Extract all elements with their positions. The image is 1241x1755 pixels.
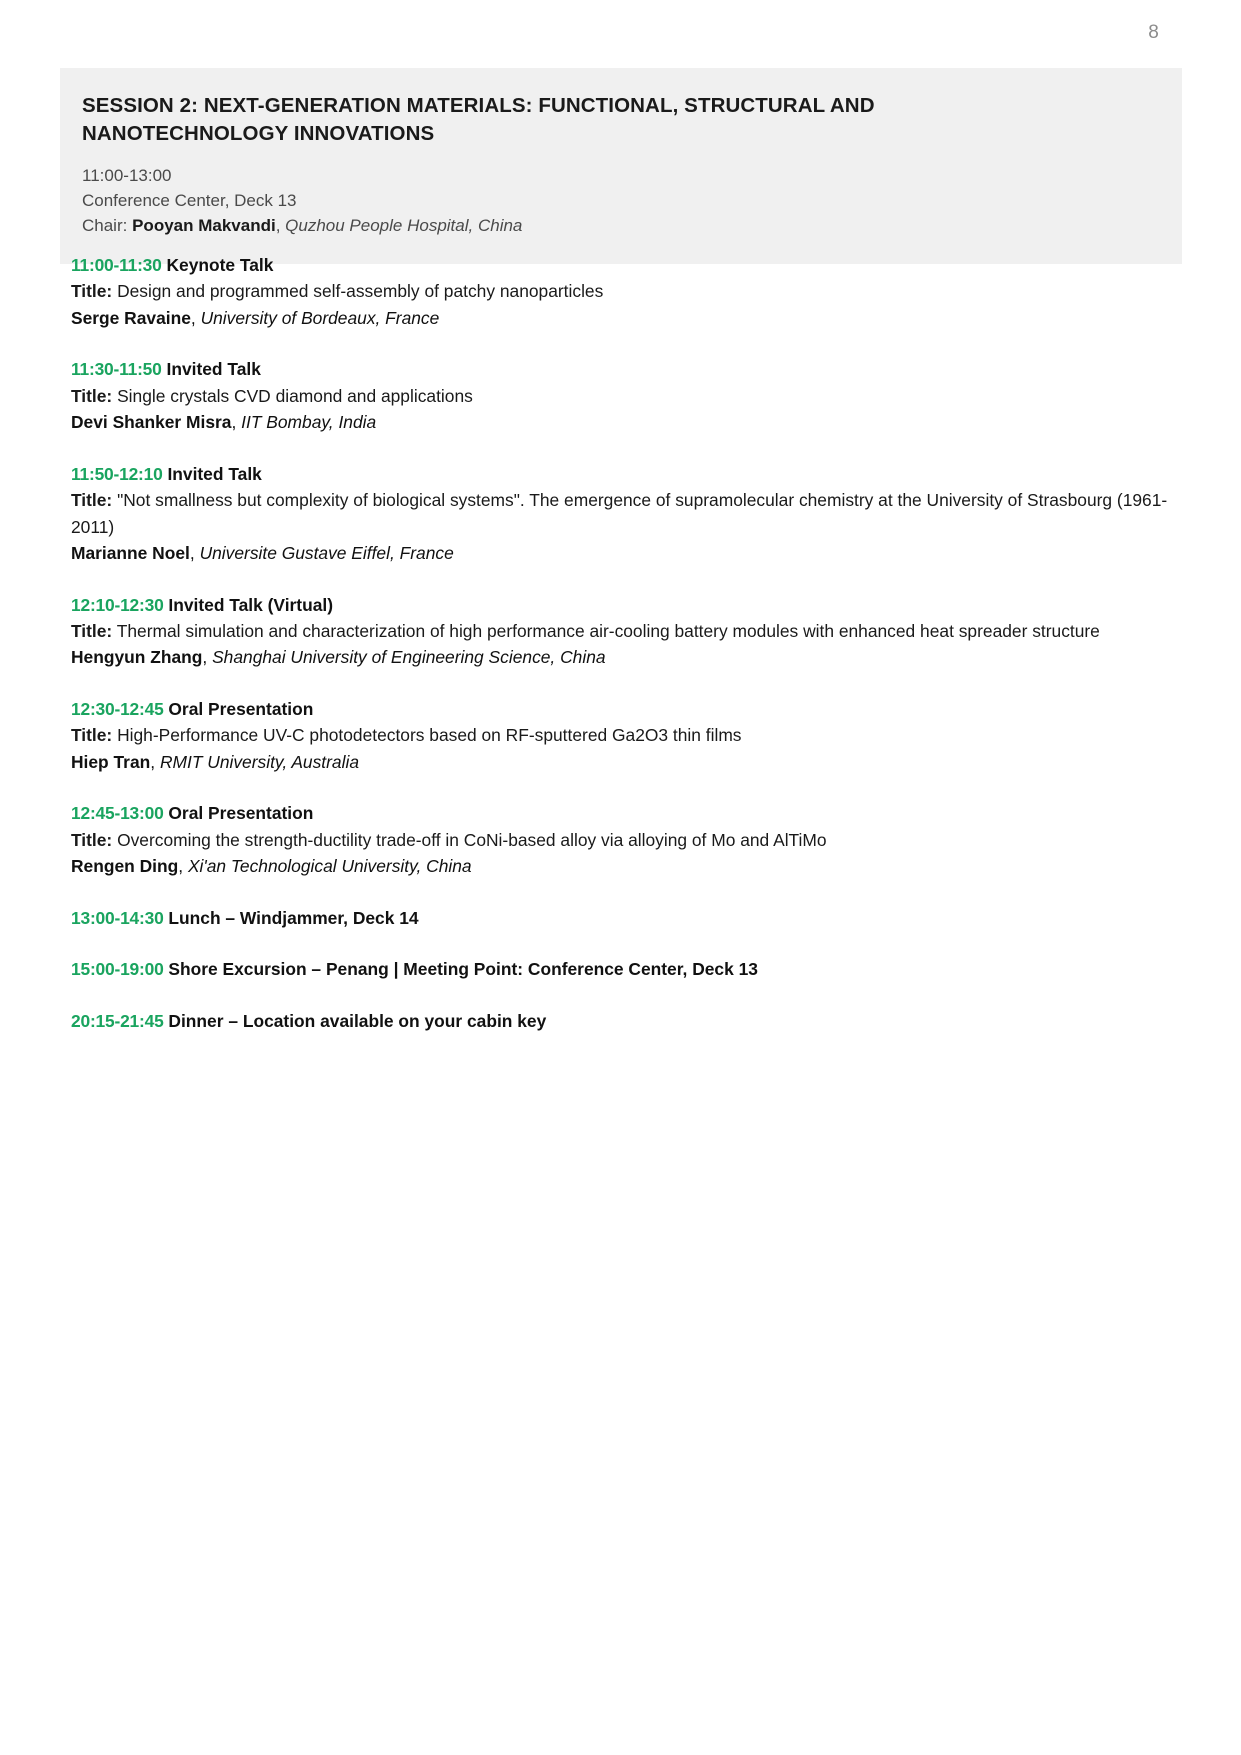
entry-header — [71, 1008, 1171, 1034]
schedule-entry — [71, 461, 1171, 567]
speaker-affiliation: IIT Bombay, India — [241, 412, 377, 433]
entry-speaker — [71, 540, 1171, 566]
entry-header — [71, 905, 1171, 931]
entry-time: 12:45-13:00 — [71, 803, 164, 824]
speaker-name: Devi Shanker Misra — [71, 412, 232, 433]
title-text: Design and programmed self-assembly of patchy nanoparticles — [117, 281, 604, 302]
entry-kind: Invited Talk (Virtual) — [168, 594, 334, 615]
schedule-entry-dinner — [71, 1008, 1171, 1034]
schedule-entry-excursion — [71, 956, 1171, 982]
entry-speaker — [71, 305, 1171, 331]
title-label: Title: — [71, 725, 113, 746]
schedule-entry-lunch — [71, 905, 1171, 931]
entry-title — [71, 487, 1171, 540]
title-text: Single crystals CVD diamond and applications — [117, 385, 473, 406]
title-label: Title: — [71, 490, 113, 511]
speaker-name: Hengyun Zhang — [71, 647, 203, 668]
entry-header — [71, 356, 1171, 382]
speaker-affiliation: Universite Gustave Eiffel, France — [199, 543, 454, 564]
speaker-name: Hiep Tran — [71, 751, 151, 772]
entry-label: Shore Excursion – Penang | Meeting Point: Conference Center, Deck 13 — [168, 959, 758, 980]
title-text: Overcoming the strength-ductility trade-off in CoNi-based alloy via alloying of Mo and AlTiMo — [117, 829, 827, 850]
entry-time: 11:50-12:10 — [71, 463, 163, 484]
title-label: Title: — [71, 281, 113, 302]
speaker-affiliation: University of Bordeaux, France — [200, 307, 440, 328]
entry-speaker — [71, 644, 1171, 670]
session-location: Conference Center, Deck 13 — [82, 190, 297, 210]
entry-header — [71, 252, 1171, 278]
chair-name: Pooyan Makvandi — [132, 215, 276, 235]
entry-kind: Invited Talk — [167, 463, 262, 484]
entry-kind: Oral Presentation — [168, 698, 314, 719]
entry-kind: Oral Presentation — [168, 803, 314, 824]
entry-time: 12:10-12:30 — [71, 594, 164, 615]
entry-header — [71, 461, 1171, 487]
session-time: 11:00-13:00 — [82, 165, 172, 185]
speaker-name: Marianne Noel — [71, 543, 190, 564]
title-text: "Not smallness but complexity of biological systems". The emergence of supramolecular chemistry at the University of Strasbourg (1961-2011) — [71, 490, 1168, 537]
entry-title — [71, 383, 1171, 409]
speaker-separator: , — [231, 412, 237, 433]
title-text: High-Performance UV-C photodetectors based on RF-sputtered Ga2O3 thin films — [117, 725, 742, 746]
title-text: Thermal simulation and characterization of high performance air-cooling battery modules with enhanced heat spreader structure — [116, 620, 1100, 641]
entry-label: Dinner – Location available on your cabin key — [168, 1010, 547, 1031]
entry-kind: Keynote Talk — [166, 255, 274, 275]
schedule-entry — [71, 800, 1171, 879]
speaker-name: Serge Ravaine — [71, 307, 191, 328]
schedule-entry — [71, 356, 1171, 435]
entry-time: 13:00-14:30 — [71, 907, 164, 928]
entry-time: 11:30-11:50 — [71, 359, 162, 380]
entry-header — [71, 956, 1171, 982]
entry-title — [71, 278, 1171, 304]
chair-separator: , — [275, 215, 281, 235]
speaker-name: Rengen Ding — [71, 856, 179, 877]
schedule-entry — [71, 592, 1171, 671]
entry-title — [71, 618, 1171, 644]
chair-affiliation: Quzhou People Hospital, China — [285, 215, 523, 235]
session-title: SESSION 2: NEXT-GENERATION MATERIALS: FUNCTIONAL, STRUCTURAL AND NANOTECHNOLOGY INNOVATIONS — [82, 94, 875, 146]
speaker-separator: , — [150, 751, 156, 772]
session-header-block — [60, 68, 1182, 264]
chair-label: Chair: — [82, 215, 128, 235]
schedule-entry — [71, 696, 1171, 775]
entry-time: 20:15-21:45 — [71, 1010, 164, 1031]
speaker-separator: , — [178, 856, 184, 877]
entry-title — [71, 827, 1171, 853]
title-label: Title: — [71, 620, 113, 641]
session-meta — [82, 163, 1160, 238]
speaker-separator: , — [189, 543, 195, 564]
entry-header — [71, 696, 1171, 722]
entry-time: 15:00-19:00 — [71, 959, 164, 980]
page-number: 8 — [1148, 22, 1159, 43]
speaker-affiliation: Shanghai University of Engineering Science, China — [212, 647, 606, 668]
title-label: Title: — [71, 385, 113, 406]
entry-speaker — [71, 853, 1171, 879]
entry-time: 11:00-11:30 — [71, 255, 162, 275]
title-label: Title: — [71, 829, 113, 850]
schedule-list — [71, 252, 1171, 1034]
entry-header — [71, 800, 1171, 826]
session-chair — [82, 213, 1160, 238]
speaker-affiliation: RMIT University, Australia — [159, 751, 359, 772]
entry-speaker — [71, 749, 1171, 775]
entry-title — [71, 722, 1171, 748]
speaker-separator: , — [202, 647, 208, 668]
entry-header — [71, 592, 1171, 618]
speaker-affiliation: Xi'an Technological University, China — [187, 856, 472, 877]
entry-kind: Invited Talk — [166, 359, 261, 380]
speaker-separator: , — [190, 307, 196, 328]
entry-label: Lunch – Windjammer, Deck 14 — [168, 907, 419, 928]
entry-time: 12:30-12:45 — [71, 698, 164, 719]
schedule-entry — [71, 252, 1171, 331]
entry-speaker — [71, 409, 1171, 435]
